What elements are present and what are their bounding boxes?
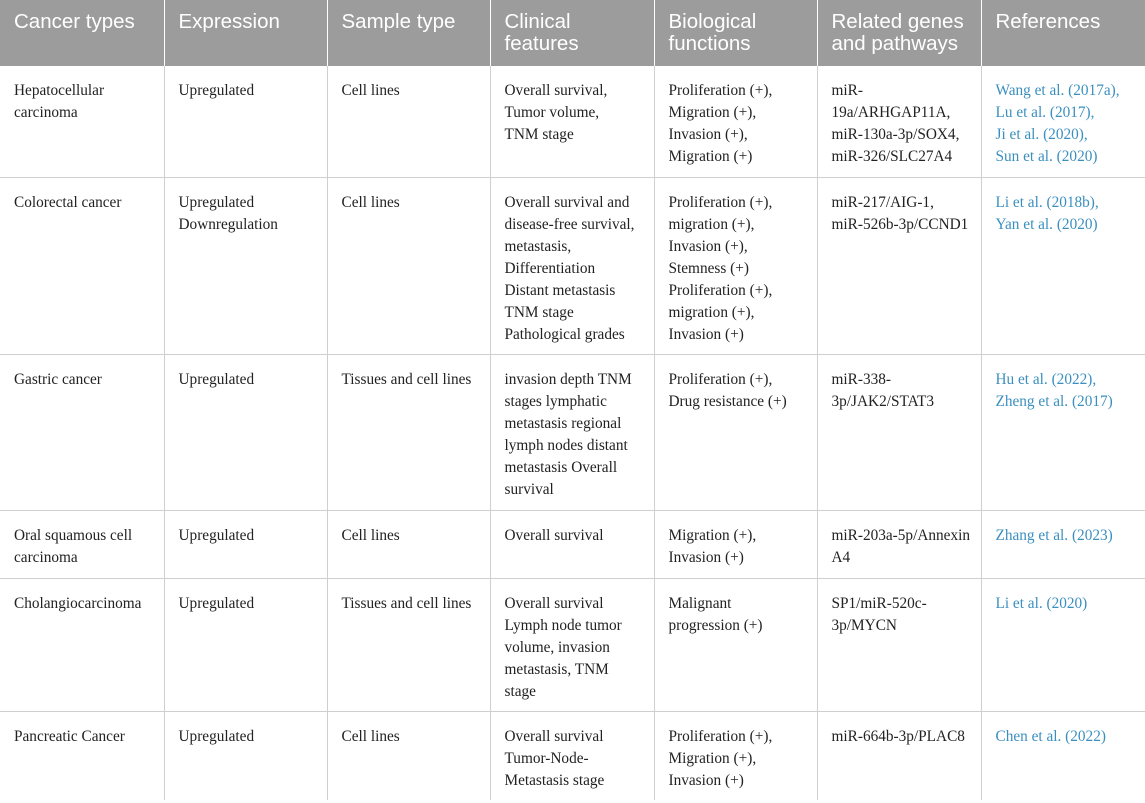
cell-text: Differentiation	[504, 259, 596, 277]
cell-text: Migration (+),	[668, 526, 757, 544]
table-row	[0, 177, 1145, 354]
cell-text: miR-217/AIG-1,	[831, 193, 934, 211]
cell-expression	[164, 354, 327, 510]
cell-text: Invasion (+)	[668, 771, 744, 789]
cell-related-genes	[817, 711, 981, 800]
cell-text: Downregulation	[178, 215, 278, 233]
cell-references	[981, 66, 1145, 177]
cell-related-genes	[817, 354, 981, 510]
cell-text: Proliferation (+),	[668, 193, 773, 211]
cell-text: Migration (+)	[668, 148, 753, 165]
cell-text: Upregulated	[178, 727, 255, 745]
cell-biological-functions	[654, 354, 817, 510]
cell-text: Invasion (+)	[668, 325, 744, 343]
cell-expression	[164, 578, 327, 711]
cell-references	[981, 354, 1145, 510]
cell-expression	[164, 177, 327, 354]
cell-text: miR-338-3p/JAK2/STAT3	[831, 370, 934, 410]
cell-cancer-type: Oral squamous cell carcinoma	[0, 510, 164, 578]
reference-link[interactable]: Zheng et al. (2017)	[995, 392, 1113, 410]
cell-references	[981, 711, 1145, 800]
reference-link[interactable]: Wang et al. (2017a),	[995, 82, 1120, 99]
cell-references	[981, 578, 1145, 711]
cell-text: SP1/miR-520c-3p/MYCN	[831, 594, 927, 634]
cell-expression	[164, 510, 327, 578]
cell-clinical-features	[490, 510, 654, 578]
cell-text: TNM stage	[504, 303, 574, 321]
header-biological-functions: Biological functions	[654, 0, 817, 66]
cell-biological-functions	[654, 66, 817, 177]
cell-biological-functions	[654, 711, 817, 800]
header-references: References	[981, 0, 1145, 66]
cell-biological-functions	[654, 510, 817, 578]
header-cancer-types: Cancer types	[0, 0, 164, 66]
table-row	[0, 354, 1145, 510]
reference-link[interactable]: Ji et al. (2020),	[995, 126, 1088, 143]
cell-sample-type: Cell lines	[327, 510, 490, 578]
cell-text: Invasion (+),	[668, 126, 748, 143]
cell-cancer-type: Hepatocellular carcinoma	[0, 66, 164, 177]
cell-clinical-features	[490, 578, 654, 711]
header-row	[0, 0, 1145, 66]
cell-text: Malignant progression (+)	[668, 594, 763, 634]
cell-related-genes	[817, 177, 981, 354]
cell-clinical-features	[490, 177, 654, 354]
cell-text: Overall survival	[504, 526, 604, 544]
reference-link[interactable]: Zhang et al. (2023)	[995, 526, 1113, 544]
cell-text: Overall survival	[504, 594, 604, 612]
cell-expression	[164, 66, 327, 177]
cell-text: miR-526b-3p/CCND1	[831, 215, 969, 233]
cell-text: Distant metastasis	[504, 281, 616, 299]
cell-text: Upregulated	[178, 526, 255, 544]
cell-text: Upregulated	[178, 193, 255, 211]
cell-text: Invasion (+),	[668, 237, 748, 255]
cell-sample-type: Cell lines	[327, 177, 490, 354]
cell-text: Overall survival,	[504, 82, 608, 99]
cell-cancer-type: Pancreatic Cancer	[0, 711, 164, 800]
header-related-genes: Related genes and pathways	[817, 0, 981, 66]
cell-text: miR-664b-3p/PLAC8	[831, 727, 965, 745]
cell-text: miR-203a-5p/Annexin A4	[831, 526, 971, 566]
cell-sample-type: Tissues and cell lines	[327, 354, 490, 510]
cell-text: invasion depth TNM stages lymphatic metastasis regional lymph nodes distant metastasis Overall survival	[504, 370, 632, 498]
table-row	[0, 510, 1145, 578]
reference-link[interactable]: Yan et al. (2020)	[995, 215, 1098, 233]
cell-sample-type: Cell lines	[327, 711, 490, 800]
cell-text: miR-326/SLC27A4	[831, 148, 953, 165]
cell-references	[981, 177, 1145, 354]
cell-related-genes	[817, 578, 981, 711]
table-row	[0, 578, 1145, 711]
cell-biological-functions	[654, 578, 817, 711]
cell-text: TNM stage	[504, 126, 574, 143]
cell-clinical-features	[490, 66, 654, 177]
cell-text: migration (+),	[668, 303, 755, 321]
cell-text: Tumor-Node-Metastasis stage	[504, 749, 605, 789]
cell-related-genes	[817, 510, 981, 578]
cell-text: Proliferation (+),	[668, 281, 773, 299]
cell-text: Migration (+),	[668, 749, 757, 767]
cell-text: miR-130a-3p/SOX4,	[831, 126, 960, 143]
cell-references	[981, 510, 1145, 578]
cell-text: miR-19a/ARHGAP11A,	[831, 82, 951, 121]
cell-text: Tumor volume,	[504, 104, 600, 121]
cell-related-genes	[817, 66, 981, 177]
cell-text: Lymph node tumor volume, invasion metastasis, TNM stage	[504, 616, 622, 700]
cell-text: Stemness (+)	[668, 259, 749, 277]
cell-text: Invasion (+)	[668, 548, 744, 566]
cell-text: Drug resistance (+)	[668, 392, 787, 410]
cell-clinical-features	[490, 711, 654, 800]
cell-text: Upregulated	[178, 82, 255, 99]
cell-text: Migration (+),	[668, 104, 757, 121]
cell-cancer-type: Cholangiocarcinoma	[0, 578, 164, 711]
header-clinical-features: Clinical features	[490, 0, 654, 66]
cell-text: Proliferation (+),	[668, 370, 773, 388]
cell-text: migration (+),	[668, 215, 755, 233]
cell-clinical-features	[490, 354, 654, 510]
cell-text: Upregulated	[178, 370, 255, 388]
header-expression: Expression	[164, 0, 327, 66]
cell-cancer-type: Colorectal cancer	[0, 177, 164, 354]
cell-sample-type: Cell lines	[327, 66, 490, 177]
cell-text: Overall survival and disease-free survival, metastasis,	[504, 193, 635, 255]
reference-link[interactable]: Lu et al. (2017),	[995, 104, 1095, 121]
cell-text: Proliferation (+),	[668, 82, 773, 99]
reference-link[interactable]: Li et al. (2018b),	[995, 193, 1099, 211]
cell-cancer-type: Gastric cancer	[0, 354, 164, 510]
cell-text: Overall survival	[504, 727, 604, 745]
cell-text: Upregulated	[178, 594, 255, 612]
cell-biological-functions	[654, 177, 817, 354]
cell-text: Proliferation (+),	[668, 727, 773, 745]
cell-text: Pathological grades	[504, 325, 625, 343]
reference-link[interactable]: Chen et al. (2022)	[995, 727, 1106, 745]
cell-sample-type: Tissues and cell lines	[327, 578, 490, 711]
reference-link[interactable]: Hu et al. (2022),	[995, 370, 1097, 388]
header-sample-type: Sample type	[327, 0, 490, 66]
reference-link[interactable]: Li et al. (2020)	[995, 594, 1088, 612]
reference-link[interactable]: Sun et al. (2020)	[995, 148, 1098, 165]
table-row	[0, 711, 1145, 800]
table-row	[0, 66, 1145, 177]
cell-expression	[164, 711, 327, 800]
